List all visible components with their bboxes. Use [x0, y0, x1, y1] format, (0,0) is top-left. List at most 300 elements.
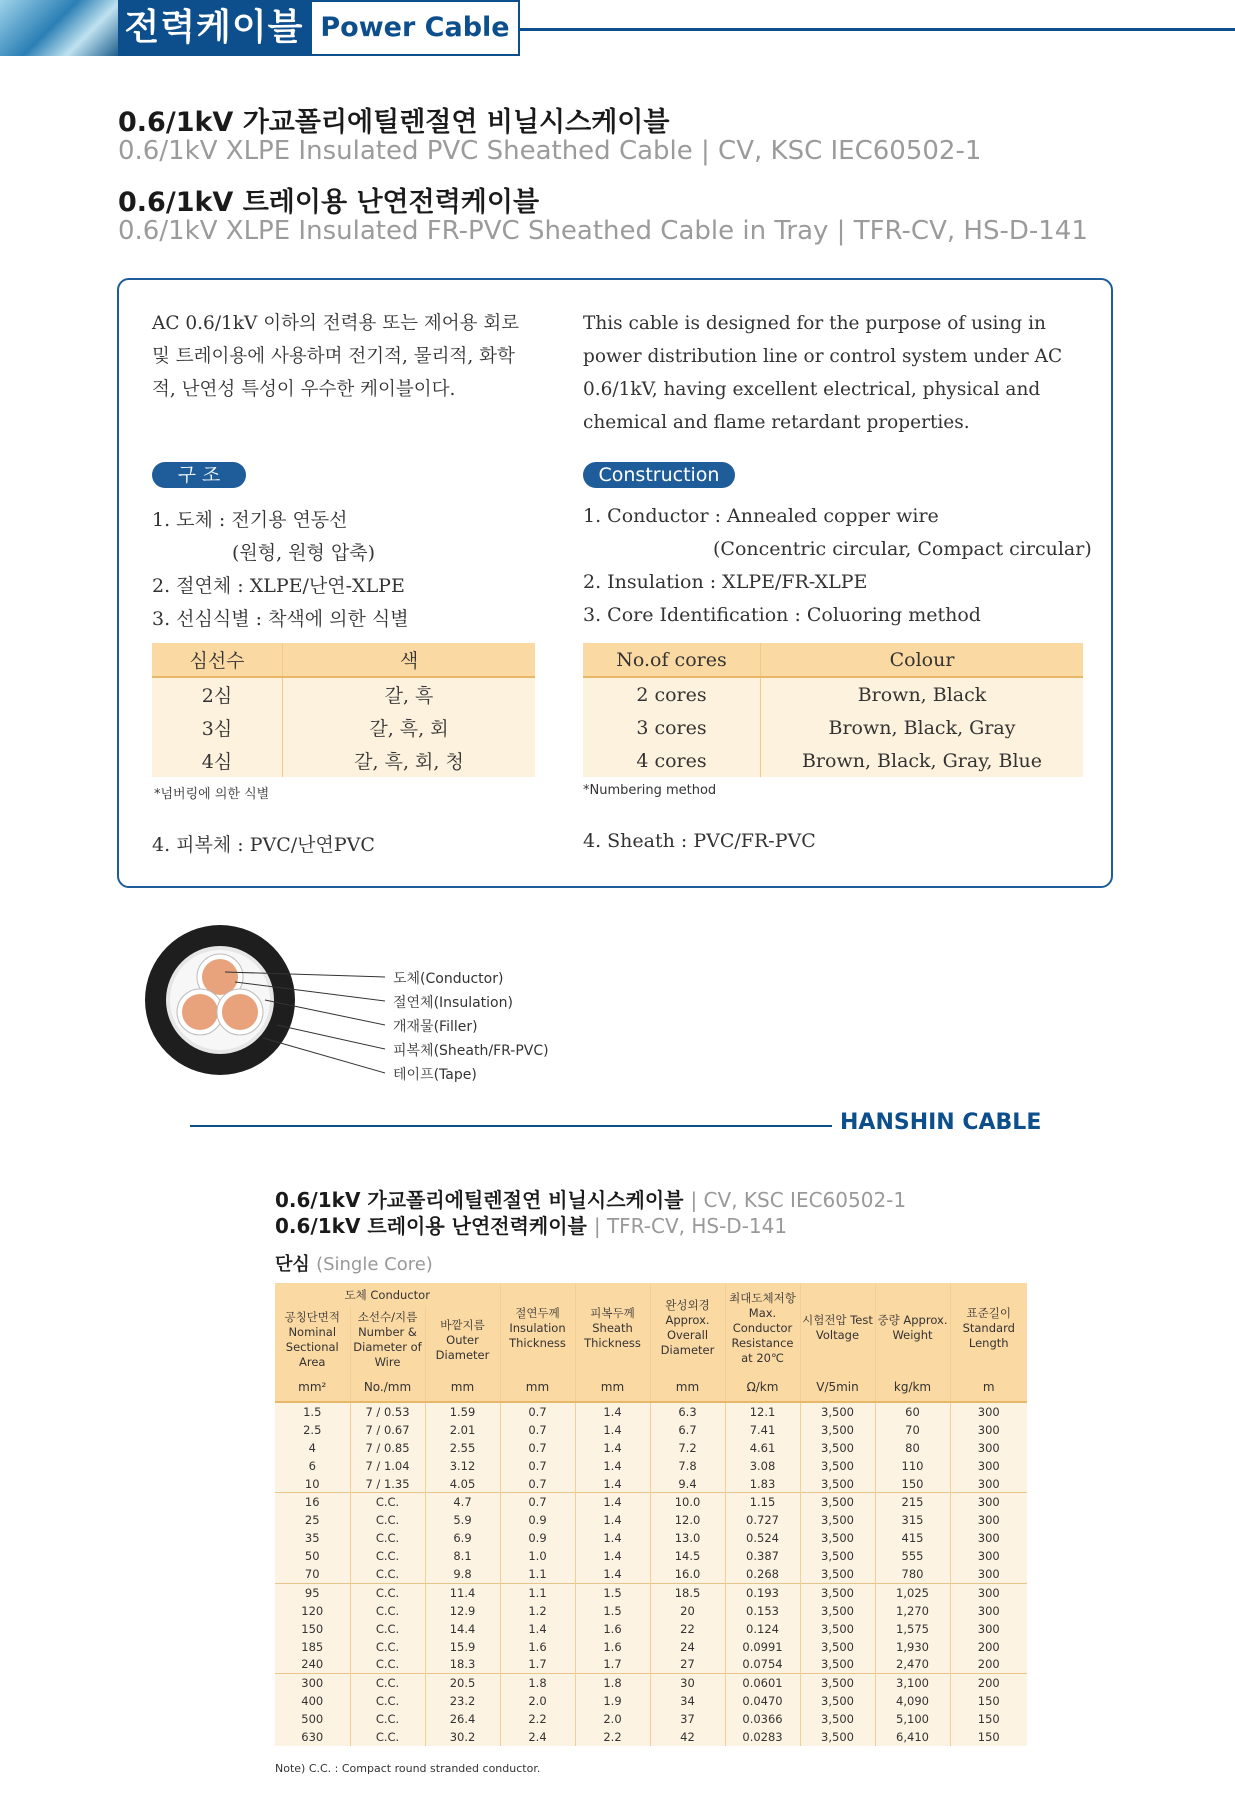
table-cell: 23.2	[425, 1692, 500, 1710]
cable-cross-section	[145, 920, 395, 1080]
table-row	[275, 1475, 1027, 1493]
table-row	[275, 1511, 1027, 1529]
table-cell: 300	[950, 1457, 1027, 1475]
table-cell: 0.387	[725, 1547, 800, 1565]
numbering-note-ko: *넘버링에 의한 식별	[154, 787, 270, 802]
header-sheath: 피복두께 Sheath Thickness	[575, 1283, 650, 1373]
table-row	[152, 711, 535, 744]
table-cell: 50	[275, 1547, 350, 1565]
table-cell: 3,500	[800, 1710, 875, 1728]
table-cell: 0.524	[725, 1529, 800, 1547]
table-cell: C.C.	[350, 1728, 425, 1746]
cores-cell: 2 cores	[583, 677, 761, 711]
table-cell: 30	[650, 1674, 725, 1692]
colour-cell: Brown, Black, Gray, Blue	[801, 749, 1043, 772]
header-insulation: 절연두께 Insulation Thickness	[500, 1283, 575, 1373]
table-cell: C.C.	[350, 1583, 425, 1601]
table-row	[275, 1710, 1027, 1728]
spec-title-tfr-ko: 0.6/1kV 트레이용 난연전력케이블	[275, 1214, 587, 1238]
construction-ko-item-1-sub: (원형, 원형 압축)	[232, 542, 376, 564]
table-cell: 2.55	[425, 1439, 500, 1457]
table-cell: 1.1	[500, 1583, 575, 1601]
table-row	[152, 677, 535, 711]
table-cell: 1.5	[575, 1583, 650, 1601]
title-cv-en: 0.6/1kV XLPE Insulated PVC Sheathed Cable | CV, KSC IEC60502-1	[118, 136, 982, 166]
construction-ko-item-3: 3. 선심식별 : 착색에 의한 식별	[152, 608, 409, 630]
table-cell: 0.0754	[725, 1655, 800, 1673]
table-cell: 25	[275, 1511, 350, 1529]
table-cell: 60	[875, 1402, 950, 1421]
construction-heading-ko: 구 조	[152, 462, 246, 488]
table-cell: 0.7	[500, 1475, 575, 1493]
header-cores-en: No.of cores	[583, 643, 761, 677]
category-title-en: Power Cable	[310, 0, 520, 56]
table-row	[275, 1457, 1027, 1475]
spec-note: Note) C.C. : Compact round stranded conductor.	[275, 1762, 541, 1775]
header-art	[0, 0, 118, 56]
table-cell: 7.41	[725, 1421, 800, 1439]
table-cell: 300	[950, 1620, 1027, 1638]
table-cell: 15.9	[425, 1638, 500, 1656]
table-cell: 300	[950, 1402, 1027, 1421]
table-cell: 0.9	[500, 1511, 575, 1529]
description-ko: AC 0.6/1kV 이하의 전력용 또는 제어용 회로 및 트레이용에 사용하며 전기적, 물리적, 화학적, 난연성 특성이 우수한 케이블이다.	[152, 313, 520, 400]
colour-cell: 갈, 흑	[384, 685, 434, 707]
table-cell: 1.4	[575, 1439, 650, 1457]
unit-cell: mm	[575, 1373, 650, 1402]
unit-cell: mm	[500, 1373, 575, 1402]
table-cell: 1.6	[575, 1620, 650, 1638]
table-row	[583, 744, 1083, 777]
label-filler: 개재물(Filler)	[393, 1019, 478, 1035]
table-cell: 0.7	[500, 1421, 575, 1439]
spec-title-cv-sub: | CV, KSC IEC60502-1	[690, 1188, 907, 1212]
label-insulation: 절연체(Insulation)	[393, 995, 513, 1011]
table-cell: 300	[950, 1547, 1027, 1565]
label-tape: 테이프(Tape)	[393, 1067, 477, 1083]
table-cell: 30.2	[425, 1728, 500, 1746]
table-cell: 12.9	[425, 1602, 500, 1620]
table-cell: C.C.	[350, 1710, 425, 1728]
table-cell: 3.08	[725, 1457, 800, 1475]
table-cell: 0.193	[725, 1583, 800, 1601]
construction-en-item-1-sub: (Concentric circular, Compact circular)	[713, 538, 1092, 560]
table-row	[275, 1728, 1027, 1746]
table-cell: 0.727	[725, 1511, 800, 1529]
table-cell: 1.4	[575, 1565, 650, 1583]
description-en: This cable is designed for the purpose of using in power distribution line or control system under AC 0.6/1kV, having excellent electrical, physical and chemical and flame retardant properties.	[583, 313, 1063, 433]
table-cell: 1.4	[575, 1457, 650, 1475]
table-cell: 1.4	[500, 1620, 575, 1638]
table-cell: 500	[275, 1710, 350, 1728]
table-cell: 0.0991	[725, 1638, 800, 1656]
table-cell: C.C.	[350, 1565, 425, 1583]
table-cell: C.C.	[350, 1674, 425, 1692]
header-colour-en: Colour	[761, 643, 1084, 677]
table-cell: C.C.	[350, 1493, 425, 1511]
table-row	[275, 1602, 1027, 1620]
table-cell: 2,470	[875, 1655, 950, 1673]
title-cv-ko: 0.6/1kV 가교폴리에틸렌절연 비닐시스케이블	[118, 107, 670, 138]
header-rule	[518, 28, 1235, 31]
spec-title-tfr	[275, 1210, 787, 1239]
table-cell: 18.3	[425, 1655, 500, 1673]
table-row	[583, 677, 1083, 711]
construction-en-item-3: 3. Core Identification : Coluoring method	[583, 604, 981, 626]
table-row	[275, 1547, 1027, 1565]
table-cell: 7.2	[650, 1439, 725, 1457]
table-cell: 16.0	[650, 1565, 725, 1583]
units-row	[275, 1373, 1027, 1402]
core-colour-table-en	[583, 643, 1083, 777]
table-cell: 0.0601	[725, 1674, 800, 1692]
single-core-heading	[275, 1250, 433, 1276]
cores-cell: 4심	[152, 744, 283, 777]
header-outer: 바깥지름 Outer Diameter	[425, 1307, 500, 1373]
header-voltage: 시험전압 Test Voltage	[800, 1283, 875, 1373]
table-cell: 1.4	[575, 1493, 650, 1511]
unit-cell: V/5min	[800, 1373, 875, 1402]
table-cell: 300	[950, 1583, 1027, 1601]
table-row	[583, 711, 1083, 744]
table-cell: 1.7	[575, 1655, 650, 1673]
cores-cell: 2심	[152, 677, 283, 711]
table-cell: 11.4	[425, 1583, 500, 1601]
table-cell: 9.8	[425, 1565, 500, 1583]
spec-title-cv-ko: 0.6/1kV 가교폴리에틸렌절연 비닐시스케이블	[275, 1188, 684, 1212]
table-cell: 0.153	[725, 1602, 800, 1620]
table-cell: 1.4	[575, 1511, 650, 1529]
table-cell: 400	[275, 1692, 350, 1710]
table-cell: 1.59	[425, 1402, 500, 1421]
table-cell: 95	[275, 1583, 350, 1601]
brand-rule	[190, 1125, 832, 1127]
colour-cell: 갈, 흑, 회, 청	[354, 751, 464, 773]
table-cell: 5.9	[425, 1511, 500, 1529]
table-row	[275, 1655, 1027, 1673]
table-cell: 3,100	[875, 1674, 950, 1692]
table-cell: C.C.	[350, 1547, 425, 1565]
table-row	[275, 1638, 1027, 1656]
table-row	[275, 1421, 1027, 1439]
table-cell: 1.5	[275, 1402, 350, 1421]
table-cell: C.C.	[350, 1511, 425, 1529]
table-cell: 0.268	[725, 1565, 800, 1583]
table-cell: 300	[950, 1439, 1027, 1457]
table-row	[275, 1583, 1027, 1601]
table-row	[275, 1439, 1027, 1457]
spec-table	[275, 1283, 1027, 1746]
table-row	[275, 1692, 1027, 1710]
table-cell: 3,500	[800, 1421, 875, 1439]
table-cell: 150	[950, 1728, 1027, 1746]
table-cell: 3,500	[800, 1620, 875, 1638]
table-cell: 70	[275, 1565, 350, 1583]
table-cell: 215	[875, 1493, 950, 1511]
table-cell: 3,500	[800, 1565, 875, 1583]
table-cell: 37	[650, 1710, 725, 1728]
table-cell: 7 / 0.53	[350, 1402, 425, 1421]
table-cell: 1.4	[575, 1529, 650, 1547]
table-cell: 20	[650, 1602, 725, 1620]
table-cell: 300	[950, 1565, 1027, 1583]
table-cell: 3,500	[800, 1638, 875, 1656]
table-row	[275, 1493, 1027, 1511]
table-cell: 5,100	[875, 1710, 950, 1728]
table-cell: 6.3	[650, 1402, 725, 1421]
colour-cell: Brown, Black	[857, 683, 987, 706]
table-cell: 6	[275, 1457, 350, 1475]
colour-cell: Brown, Black, Gray	[828, 716, 1016, 739]
core-left	[177, 989, 223, 1035]
table-cell: 3,500	[800, 1602, 875, 1620]
table-cell: 0.7	[500, 1493, 575, 1511]
table-cell: 1.8	[500, 1674, 575, 1692]
table-cell: 1,270	[875, 1602, 950, 1620]
category-title-ko: 전력케이블	[118, 0, 310, 56]
table-cell: 1.15	[725, 1493, 800, 1511]
table-cell: 42	[650, 1728, 725, 1746]
table-cell: 0.0283	[725, 1728, 800, 1746]
table-cell: 0.124	[725, 1620, 800, 1638]
construction-ko-item-2: 2. 절연체 : XLPE/난연-XLPE	[152, 575, 405, 597]
table-cell: 7 / 1.35	[350, 1475, 425, 1493]
table-cell: 1.6	[500, 1638, 575, 1656]
table-cell: 35	[275, 1529, 350, 1547]
header-colour-ko: 색	[283, 643, 536, 677]
table-cell: 185	[275, 1638, 350, 1656]
table-cell: 2.4	[500, 1728, 575, 1746]
header-overall: 완성외경 Approx. Overall Diameter	[650, 1283, 725, 1373]
table-cell: 6,410	[875, 1728, 950, 1746]
construction-ko-item-4: 4. 피복체 : PVC/난연PVC	[152, 834, 375, 856]
table-cell: 24	[650, 1638, 725, 1656]
table-cell: 300	[950, 1493, 1027, 1511]
single-core-ko: 단심	[275, 1254, 310, 1275]
table-cell: 150	[275, 1620, 350, 1638]
table-cell: 13.0	[650, 1529, 725, 1547]
table-cell: 3,500	[800, 1728, 875, 1746]
header-length: 표준길이 Standard Length	[950, 1283, 1027, 1373]
table-cell: 0.7	[500, 1439, 575, 1457]
table-cell: 1.83	[725, 1475, 800, 1493]
table-cell: 2.2	[500, 1710, 575, 1728]
table-cell: 6.9	[425, 1529, 500, 1547]
spec-title-cv	[275, 1184, 906, 1213]
spec-title-tfr-sub: | TFR-CV, HS-D-141	[593, 1214, 788, 1238]
core-right	[217, 989, 263, 1035]
table-cell: C.C.	[350, 1602, 425, 1620]
table-cell: 0.7	[500, 1402, 575, 1421]
table-cell: 150	[950, 1692, 1027, 1710]
table-cell: 7.8	[650, 1457, 725, 1475]
table-cell: 110	[875, 1457, 950, 1475]
title-tfr-ko: 0.6/1kV 트레이용 난연전력케이블	[118, 187, 540, 218]
table-cell: 3,500	[800, 1547, 875, 1565]
table-cell: 1.6	[575, 1638, 650, 1656]
table-cell: 3,500	[800, 1475, 875, 1493]
header-weight: 중량 Approx. Weight	[875, 1283, 950, 1373]
table-row	[275, 1674, 1027, 1692]
table-row	[275, 1565, 1027, 1583]
table-cell: 1.9	[575, 1692, 650, 1710]
header-resistance: 최대도체저항 Max. Conductor Resistance at 20℃	[725, 1283, 800, 1373]
table-cell: 4.61	[725, 1439, 800, 1457]
table-cell: 10.0	[650, 1493, 725, 1511]
table-cell: 7 / 1.04	[350, 1457, 425, 1475]
table-cell: 10	[275, 1475, 350, 1493]
table-cell: 3,500	[800, 1692, 875, 1710]
table-cell: 1.2	[500, 1602, 575, 1620]
table-cell: 3.12	[425, 1457, 500, 1475]
table-cell: 3,500	[800, 1674, 875, 1692]
table-cell: 20.5	[425, 1674, 500, 1692]
table-cell: 150	[950, 1710, 1027, 1728]
table-cell: 3,500	[800, 1493, 875, 1511]
table-cell: 3,500	[800, 1439, 875, 1457]
table-cell: 1.1	[500, 1565, 575, 1583]
table-cell: 0.7	[500, 1457, 575, 1475]
table-cell: 630	[275, 1728, 350, 1746]
table-cell: 3,500	[800, 1457, 875, 1475]
table-cell: 1.8	[575, 1674, 650, 1692]
table-cell: 200	[950, 1638, 1027, 1656]
table-cell: 3,500	[800, 1529, 875, 1547]
table-cell: 1.0	[500, 1547, 575, 1565]
table-cell: 1.4	[575, 1475, 650, 1493]
title-tfr-en: 0.6/1kV XLPE Insulated FR-PVC Sheathed Cable in Tray | TFR-CV, HS-D-141	[118, 216, 1088, 246]
table-row	[275, 1529, 1027, 1547]
construction-en-item-4: 4. Sheath : PVC/FR-PVC	[583, 830, 816, 852]
table-cell: 1,930	[875, 1638, 950, 1656]
table-cell: 4.7	[425, 1493, 500, 1511]
table-cell: C.C.	[350, 1620, 425, 1638]
table-cell: 14.4	[425, 1620, 500, 1638]
single-core-en: (Single Core)	[316, 1254, 433, 1275]
table-cell: 2.2	[575, 1728, 650, 1746]
table-cell: 7 / 0.85	[350, 1439, 425, 1457]
table-cell: 18.5	[650, 1583, 725, 1601]
table-cell: 16	[275, 1493, 350, 1511]
table-row	[275, 1620, 1027, 1638]
header-wire: 소선수/지름 Number & Diameter of Wire	[350, 1307, 425, 1373]
table-cell: 555	[875, 1547, 950, 1565]
table-cell: C.C.	[350, 1529, 425, 1547]
construction-en-item-1: 1. Conductor : Annealed copper wire	[583, 505, 939, 527]
unit-cell: kg/km	[875, 1373, 950, 1402]
table-cell: 300	[950, 1475, 1027, 1493]
table-cell: 0.0470	[725, 1692, 800, 1710]
table-cell: 9.4	[650, 1475, 725, 1493]
label-sheath: 피복체(Sheath/FR-PVC)	[393, 1043, 549, 1059]
table-cell: 12.0	[650, 1511, 725, 1529]
core-colour-table-ko	[152, 643, 535, 777]
table-cell: 2.0	[575, 1710, 650, 1728]
table-cell: 300	[950, 1511, 1027, 1529]
table-cell: 415	[875, 1529, 950, 1547]
table-cell: 1.4	[575, 1547, 650, 1565]
table-cell: 0.9	[500, 1529, 575, 1547]
table-cell: 3,500	[800, 1511, 875, 1529]
unit-cell: mm	[425, 1373, 500, 1402]
table-cell: 8.1	[425, 1547, 500, 1565]
table-cell: C.C.	[350, 1655, 425, 1673]
table-cell: 0.0366	[725, 1710, 800, 1728]
table-cell: 240	[275, 1655, 350, 1673]
header-conductor-group: 도체 Conductor	[275, 1283, 500, 1307]
unit-cell: mm	[650, 1373, 725, 1402]
table-cell: 1.5	[575, 1602, 650, 1620]
spec-table-body	[275, 1402, 1027, 1746]
table-cell: 200	[950, 1674, 1027, 1692]
table-cell: 2.5	[275, 1421, 350, 1439]
table-cell: 2.01	[425, 1421, 500, 1439]
colour-cell: 갈, 흑, 회	[369, 718, 449, 740]
table-cell: 1.4	[575, 1402, 650, 1421]
table-cell: C.C.	[350, 1692, 425, 1710]
table-row	[152, 744, 535, 777]
table-cell: 300	[950, 1421, 1027, 1439]
table-cell: 34	[650, 1692, 725, 1710]
table-cell: 1.7	[500, 1655, 575, 1673]
table-row	[275, 1402, 1027, 1421]
brand-name: HANSHIN CABLE	[840, 1110, 1042, 1135]
table-cell: 1.4	[575, 1421, 650, 1439]
table-cell: 3,500	[800, 1583, 875, 1601]
table-cell: 70	[875, 1421, 950, 1439]
numbering-note-en: *Numbering method	[583, 783, 717, 798]
header-area: 공칭단면적 Nominal Sectional Area	[275, 1307, 350, 1373]
table-cell: C.C.	[350, 1638, 425, 1656]
table-cell: 4.05	[425, 1475, 500, 1493]
table-cell: 4	[275, 1439, 350, 1457]
table-cell: 4,090	[875, 1692, 950, 1710]
table-cell: 300	[950, 1529, 1027, 1547]
unit-cell: No./mm	[350, 1373, 425, 1402]
table-cell: 6.7	[650, 1421, 725, 1439]
unit-cell: Ω/km	[725, 1373, 800, 1402]
table-cell: 120	[275, 1602, 350, 1620]
table-cell: 780	[875, 1565, 950, 1583]
construction-en-item-2: 2. Insulation : XLPE/FR-XLPE	[583, 571, 868, 593]
construction-ko-item-1: 1. 도체 : 전기용 연동선	[152, 509, 348, 531]
construction-heading-en: Construction	[583, 462, 735, 488]
label-conductor: 도체(Conductor)	[393, 971, 504, 987]
header-cores-ko: 심선수	[152, 643, 283, 677]
table-cell: 3,500	[800, 1402, 875, 1421]
table-cell: 150	[875, 1475, 950, 1493]
table-cell: 300	[950, 1602, 1027, 1620]
table-cell: 2.0	[500, 1692, 575, 1710]
cores-cell: 4 cores	[583, 744, 761, 777]
cores-cell: 3심	[152, 711, 283, 744]
table-cell: 12.1	[725, 1402, 800, 1421]
table-cell: 1,025	[875, 1583, 950, 1601]
table-cell: 300	[275, 1674, 350, 1692]
unit-cell: mm²	[275, 1373, 350, 1402]
table-cell: 3,500	[800, 1655, 875, 1673]
table-cell: 200	[950, 1655, 1027, 1673]
table-cell: 7 / 0.67	[350, 1421, 425, 1439]
table-cell: 26.4	[425, 1710, 500, 1728]
unit-cell: m	[950, 1373, 1027, 1402]
table-cell: 1,575	[875, 1620, 950, 1638]
table-cell: 14.5	[650, 1547, 725, 1565]
cores-cell: 3 cores	[583, 711, 761, 744]
table-cell: 80	[875, 1439, 950, 1457]
table-cell: 27	[650, 1655, 725, 1673]
table-cell: 22	[650, 1620, 725, 1638]
